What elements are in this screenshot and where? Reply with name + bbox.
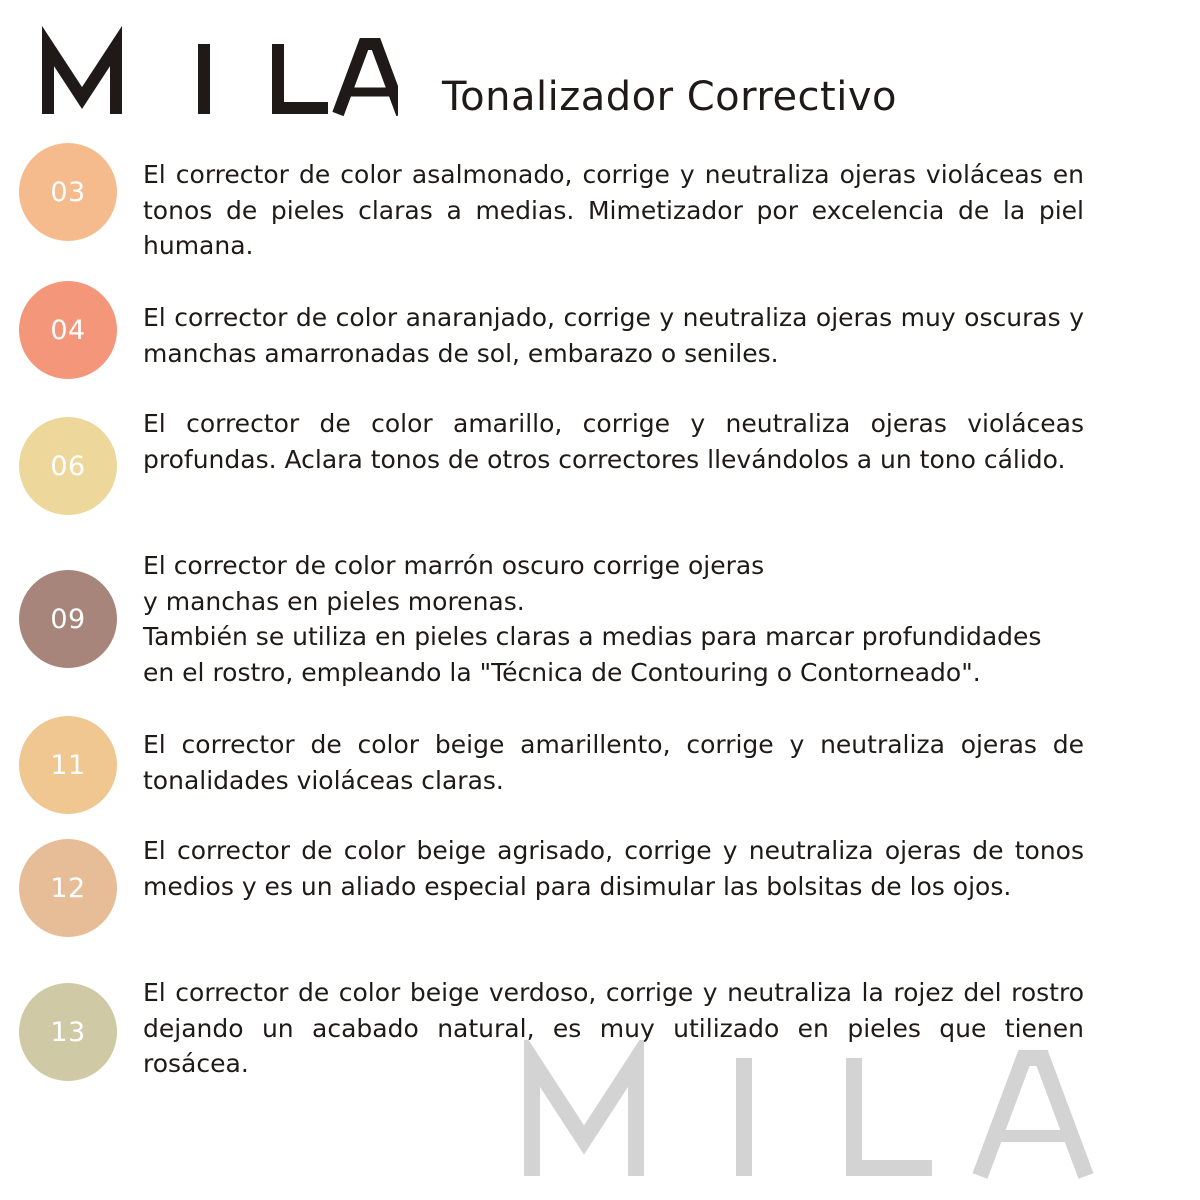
shade-code: 04 <box>50 314 86 346</box>
color-swatch <box>19 839 117 937</box>
shade-description: El corrector de color asalmonado, corrige y neutraliza ojeras violáceas en tonos de pieles claras a medias. Mimetizador por excelencia de la piel humana. <box>143 160 1084 260</box>
color-swatch <box>19 983 117 1081</box>
shade-description: El corrector de color anaranjado, corrige y neutraliza ojeras muy oscuras y manchas amarronadas de sol, embarazo o seniles. <box>143 303 1084 368</box>
description-line: También se utiliza en pieles claras a medias para marcar profundidades <box>143 622 1042 651</box>
color-swatch <box>19 570 117 668</box>
color-swatch <box>19 417 117 515</box>
color-swatch <box>19 143 117 241</box>
shade-description <box>143 548 1084 690</box>
shade-description: El corrector de color beige agrisado, corrige y neutraliza ojeras de tonos medios y es un aliado especial para disimular las bolsitas de los ojos. <box>143 836 1084 901</box>
description-line: y manchas en pieles morenas. <box>143 586 525 616</box>
shade-code: 12 <box>50 872 86 904</box>
color-swatch <box>19 281 117 379</box>
description-line: en el rostro, empleando la "Técnica de Contouring o Contorneado". <box>143 657 981 687</box>
shade-code: 09 <box>50 603 86 635</box>
brand-logo <box>38 20 398 130</box>
shade-code: 06 <box>50 450 86 482</box>
shade-description: El corrector de color beige amarillento, corrige y neutraliza ojeras de tonalidades violáceas claras. <box>143 730 1084 795</box>
color-swatch <box>19 716 117 814</box>
page-title: Tonalizador Correctivo <box>442 74 897 120</box>
description-line: El corrector de color marrón oscuro corrige ojeras <box>143 551 765 580</box>
watermark-logo <box>512 1040 1112 1180</box>
shade-description: El corrector de color beige verdoso, corrige y neutraliza la rojez del rostro dejando un acabado natural, es muy utilizado en pieles que tienen rosácea. <box>143 978 1084 1078</box>
shade-description: El corrector de color amarillo, corrige y neutraliza ojeras violáceas profundas. Aclara tonos de otros correctores llevándolos a un tono cálido. <box>143 409 1084 474</box>
shade-code: 11 <box>50 749 86 781</box>
shade-code: 13 <box>50 1016 86 1048</box>
shade-code: 03 <box>50 176 86 208</box>
